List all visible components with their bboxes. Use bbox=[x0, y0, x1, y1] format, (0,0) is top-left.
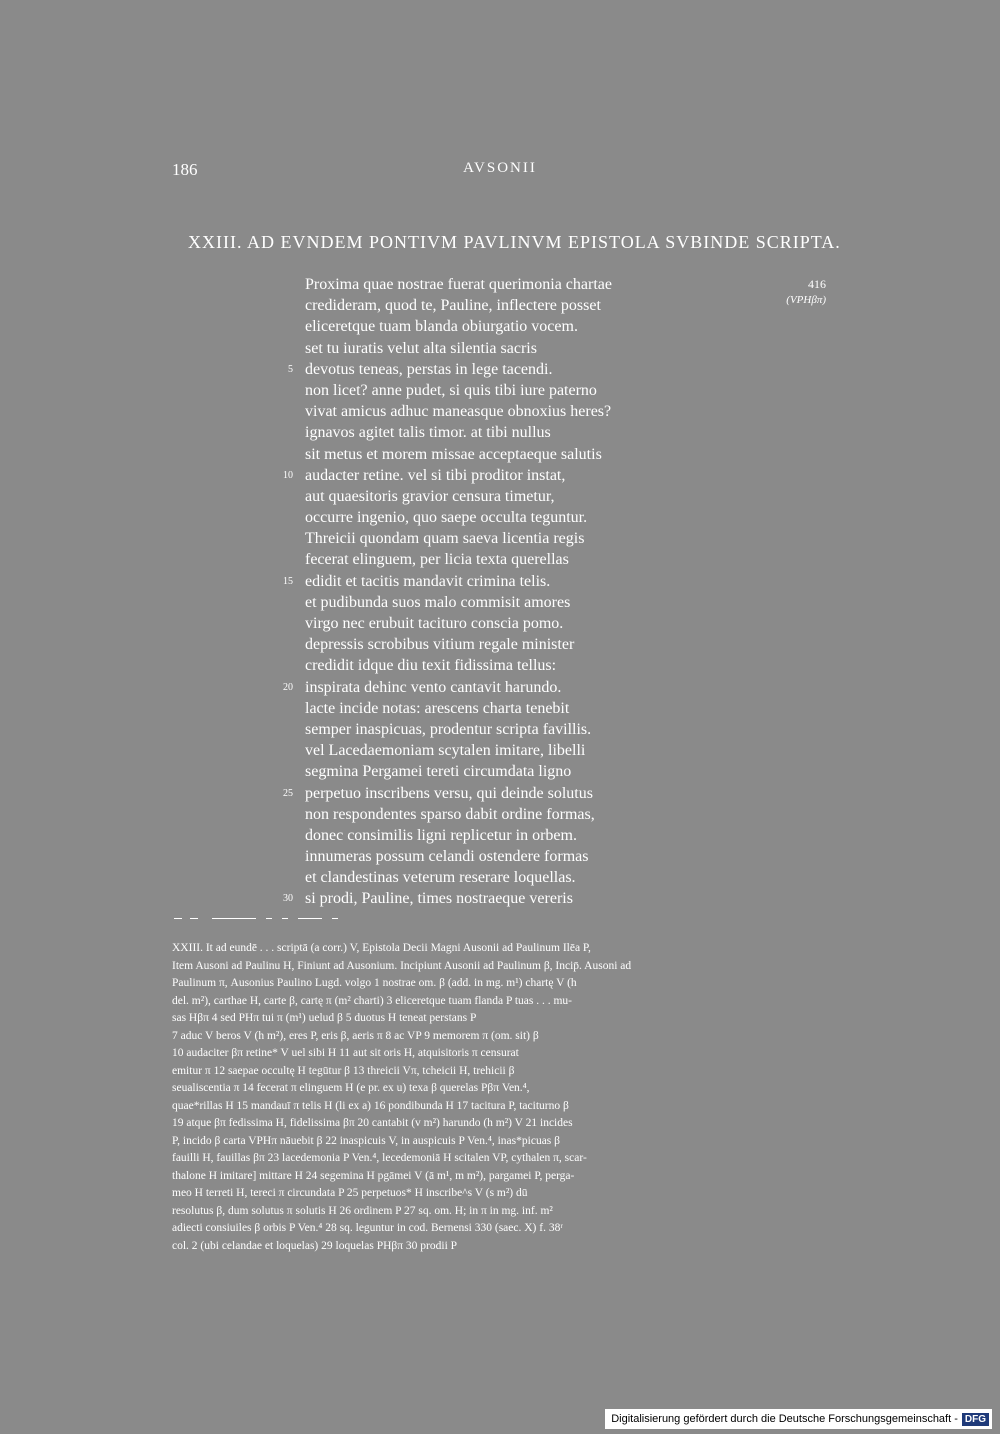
verse-line bbox=[305, 486, 685, 507]
verse-text: inspirata dehinc vento cantavit harundo. bbox=[305, 678, 562, 696]
verse-line bbox=[305, 698, 685, 719]
verse-line bbox=[305, 316, 685, 337]
verse-text: perpetuo inscribens versu, qui deinde solutus bbox=[305, 784, 593, 802]
verse-text: Threicii quondam quam saeva licentia regis bbox=[305, 530, 585, 548]
verse-line bbox=[305, 613, 685, 634]
verse-line bbox=[305, 295, 685, 316]
apparatus-line: seualiscentia π 14 fecerat π elinguem H (e pr. ex u) texa β querelas Pβπ Ven.⁴, bbox=[172, 1082, 530, 1094]
verse-line bbox=[305, 867, 685, 888]
dfg-logo: DFG bbox=[962, 1413, 989, 1426]
footnote-rule bbox=[190, 918, 198, 919]
footnote-rule bbox=[298, 918, 322, 919]
verse-line bbox=[283, 888, 685, 909]
verse-text: credideram, quod te, Pauline, inflectere posset bbox=[305, 297, 601, 315]
footnote-rule bbox=[332, 918, 338, 919]
verse-text: semper inaspicuas, prodentur scripta favillis. bbox=[305, 720, 592, 738]
verse-line bbox=[305, 825, 685, 846]
apparatus-line: P, incido β carta VPHπ nāuebit β 22 inaspicuis V, in auspicuis P Ven.⁴, inas*picuas β bbox=[172, 1134, 560, 1147]
apparatus-line: fauilli H, fauillas βπ 23 lacedemonia P Ven.⁴, lecedemoniā H scitalen VP, cythalen π, scar- bbox=[172, 1152, 587, 1164]
verse-text: audacter retine. vel si tibi proditor instat, bbox=[305, 466, 566, 484]
verse-text: et pudibunda suos malo commisit amores bbox=[305, 593, 571, 611]
verse-text: edidit et tacitis mandavit crimina telis. bbox=[305, 572, 551, 590]
poem-title: XXIII. AD EVNDEM PONTIVM PAVLINVM EPISTOLA SVBINDE SCRIPTA. bbox=[188, 232, 841, 252]
running-title: AVSONII bbox=[463, 160, 537, 176]
footnote-rule bbox=[174, 918, 182, 919]
verse-text: fecerat elinguem, per licia texta querellas bbox=[305, 551, 569, 569]
verse-text: donec consimilis ligni replicetur in orbem. bbox=[305, 826, 577, 844]
apparatus-line: meo H terreti H, tereci π circundata P 25 perpetuos* H inscribe^s V (s m²) dū bbox=[172, 1187, 528, 1199]
verse-text: virgo nec erubuit tacituro conscia pomo. bbox=[305, 615, 564, 632]
verse-line bbox=[305, 444, 685, 465]
verse-text: credidit idque diu texit fidissima tellus: bbox=[305, 657, 557, 675]
verse-text: eliceretque tuam blanda obiurgatio vocem. bbox=[305, 318, 578, 336]
verse-line bbox=[283, 677, 685, 698]
verse-line bbox=[305, 274, 685, 295]
verse-line bbox=[283, 571, 685, 592]
apparatus-line: Item Ausoni ad Paulinu H, Finiunt ad Ausonium. Incipiunt Ausonii ad Paulinum β, Incip̄. Ausoni ad bbox=[172, 959, 632, 972]
line-number: 5 bbox=[288, 363, 293, 375]
verse-text: occurre ingenio, quo saepe occulta teguntur. bbox=[305, 509, 588, 527]
apparatus-line: adiecti consiuiles β orbis P Ven.⁴ 28 sq. leguntur in cod. Bernensi 330 (saec. X) f. 38ʳ bbox=[172, 1222, 563, 1234]
verse-line bbox=[305, 401, 685, 422]
page-number: 186 bbox=[172, 160, 198, 179]
verse-line bbox=[305, 634, 685, 655]
apparatus-line: resolutus β, dum solutus π solutis H 26 ordinem P 27 sq. om. H; in π in mg. inf. m² bbox=[172, 1204, 553, 1217]
apparatus-line: thalone H imitare] mittare H 24 segemina H pgāmei V (ā m¹, m m²), pargamei P, perga- bbox=[172, 1169, 575, 1182]
footer-text: Digitalisierung gefördert durch die Deutsche Forschungsgemeinschaft - bbox=[611, 1413, 958, 1425]
verse-line bbox=[288, 359, 685, 380]
footnote-rule bbox=[282, 918, 288, 919]
critical-apparatus bbox=[172, 940, 832, 1255]
verse-text: non respondentes sparso dabit ordine formas, bbox=[305, 805, 595, 823]
verse-line bbox=[305, 761, 685, 782]
verse-text: Proxima quae nostrae fuerat querimonia chartae bbox=[305, 276, 612, 293]
margin-sigla: (VPHβπ) bbox=[786, 294, 826, 306]
verse-line bbox=[305, 740, 685, 761]
verse-line bbox=[305, 719, 685, 740]
apparatus-line: sas Hβπ 4 sed PHπ tui π (m¹) uelud β 5 duotus H teneat perstans P bbox=[172, 1012, 477, 1024]
verse-text: sit metus et morem missae acceptaeque salutis bbox=[305, 445, 602, 463]
apparatus-line: 10 audaciter βπ retine* V uel sibi H 11 aut sit oris H, atquisitoris π censurat bbox=[172, 1047, 519, 1059]
line-number: 20 bbox=[283, 681, 293, 693]
line-number: 30 bbox=[283, 893, 293, 905]
verse-line bbox=[305, 528, 685, 549]
verse-text: si prodi, Pauline, times nostraeque vereris bbox=[305, 890, 573, 908]
verse-text: ignavos agitet talis timor. at tibi nullus bbox=[305, 424, 551, 442]
verse-line bbox=[305, 592, 685, 613]
verse-line bbox=[305, 507, 685, 528]
verse-line bbox=[305, 422, 685, 443]
poem-text bbox=[283, 274, 685, 910]
verse-line bbox=[305, 380, 685, 401]
line-number: 10 bbox=[283, 469, 293, 481]
verse-text: vivat amicus adhuc maneasque obnoxius heres? bbox=[305, 403, 612, 421]
apparatus-line: quae*rillas H 15 mandauī π telis H (li ex a) 16 pondibunda H 17 tacitura P, taciturno β bbox=[172, 1099, 569, 1112]
apparatus-line: Paulinum π, Ausonius Paulino Lugd. volgo 1 nostrae om. β (add. in mg. m¹) chartę V (h bbox=[172, 977, 577, 989]
verse-text: devotus teneas, perstas in lege tacendi. bbox=[305, 360, 553, 378]
apparatus-line: del. m²), carthae H, carte β, cartę π (m² charti) 3 eliceretque tuam flanda P tuas . . . mu- bbox=[172, 994, 573, 1007]
verse-text: non licet? anne pudet, si quis tibi iure paterno bbox=[305, 381, 597, 399]
verse-line bbox=[305, 655, 685, 676]
verse-text: depressis scrobibus vitium regale minister bbox=[305, 636, 575, 654]
verse-line bbox=[305, 549, 685, 570]
apparatus-line: col. 2 (ubi celandae et loquelas) 29 loquelas PHβπ 30 prodii P bbox=[172, 1239, 458, 1252]
margin-reference bbox=[760, 276, 826, 308]
apparatus-line: 19 atque βπ fedissima H, fidelissima βπ 20 cantabit (v m²) harundo (h m²) V 21 incides bbox=[172, 1117, 573, 1129]
verse-line bbox=[305, 338, 685, 359]
verse-line bbox=[283, 465, 685, 486]
verse-text: vel Lacedaemoniam scytalen imitare, libelli bbox=[305, 742, 586, 760]
verse-line bbox=[283, 783, 685, 804]
margin-page-ref: 416 bbox=[808, 277, 826, 291]
verse-text: set tu iuratis velut alta silentia sacris bbox=[305, 339, 537, 357]
footnote-rule bbox=[212, 918, 256, 919]
verse-line bbox=[305, 846, 685, 867]
apparatus-line: emitur π 12 saepae occultę H tegūtur β 13 threicii Vπ, tcheicii H, trehicii β bbox=[172, 1064, 515, 1077]
verse-text: innumeras possum celandi ostendere formas bbox=[305, 848, 589, 866]
line-number: 15 bbox=[283, 575, 293, 587]
verse-text: aut quaesitoris gravior censura timetur, bbox=[305, 487, 555, 505]
dfg-footer bbox=[605, 1409, 992, 1429]
verse-text: lacte incide notas: arescens charta tenebit bbox=[305, 699, 570, 717]
verse-text: segmina Pergamei tereti circumdata ligno bbox=[305, 763, 572, 781]
footnote-rule bbox=[266, 918, 272, 919]
apparatus-line: XXIII. It ad eundē . . . scriptā (a corr.) V, Epistola Decii Magni Ausonii ad Paulinum Ilēa P, bbox=[172, 942, 591, 954]
line-number: 25 bbox=[283, 787, 293, 799]
verse-line bbox=[305, 804, 685, 825]
apparatus-line: 7 aduc V beros V (h m²), eres P, eris β, aeris π 8 ac VP 9 memorem π (om. sit) β bbox=[172, 1029, 539, 1042]
verse-text: et clandestinas veterum reserare loquellas. bbox=[305, 869, 576, 887]
